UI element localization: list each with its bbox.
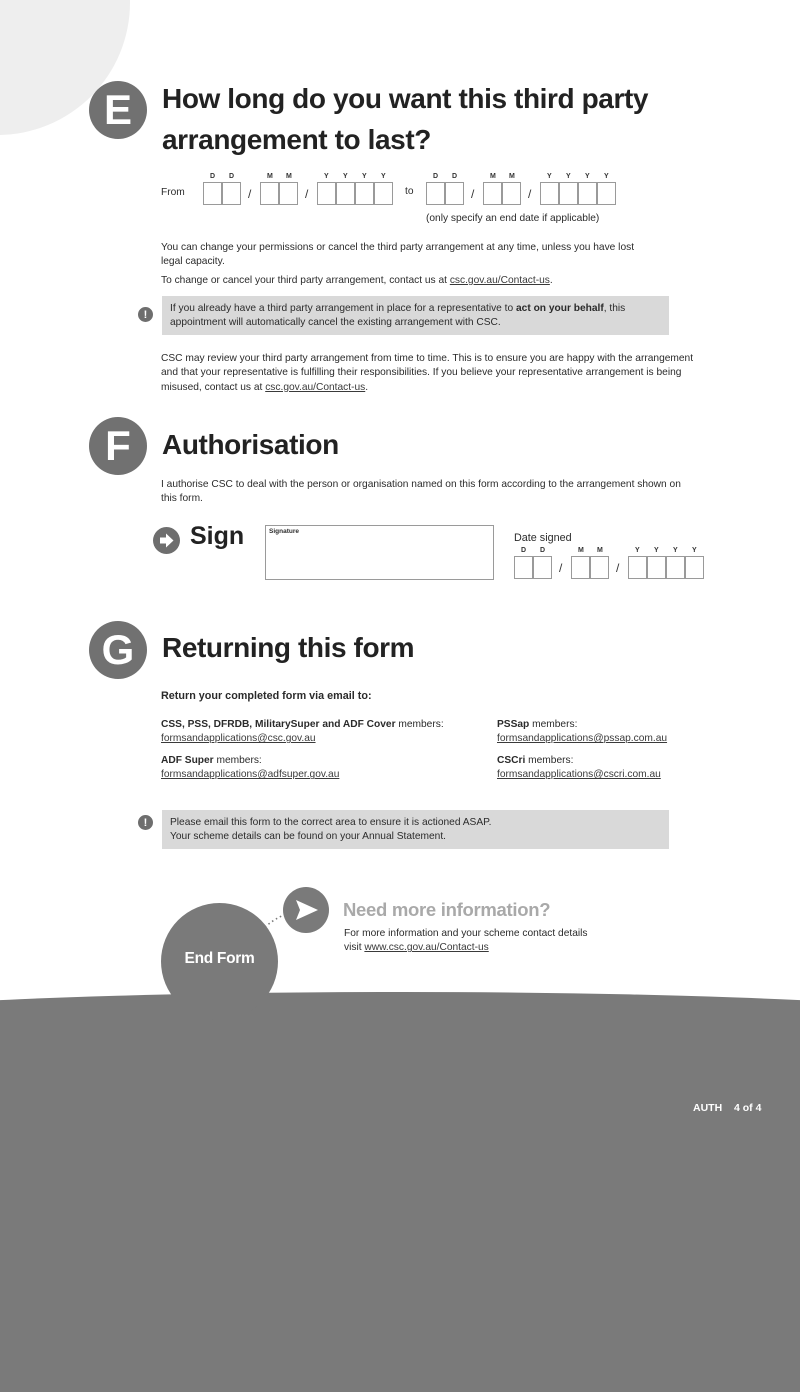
signed-date-label-2: M	[578, 547, 584, 554]
end-date-box-5[interactable]	[559, 182, 578, 205]
start-date-label-5: Y	[343, 173, 348, 180]
end-date-label-6: Y	[585, 173, 590, 180]
group-csc: CSS, PSS, DFRDB, MilitarySuper and ADF Cover members: formsandapplications@csc.gov.au	[161, 718, 444, 747]
end-date-box-3[interactable]	[502, 182, 521, 205]
signed-date-label-1: D	[540, 547, 546, 554]
sign-label: Sign	[190, 522, 245, 550]
start-date-box-7[interactable]	[374, 182, 393, 205]
start-date-label-2: M	[267, 173, 273, 180]
end-date-label-5: Y	[566, 173, 571, 180]
end-date-box-6[interactable]	[578, 182, 597, 205]
section-e-heading: How long do you want this third party arrangement to last?	[162, 83, 649, 155]
signed-date-box-4[interactable]	[628, 556, 647, 579]
group-pssap: PSSap members: formsandapplications@pssap.com.au	[497, 718, 667, 747]
signed-date-box-7[interactable]	[685, 556, 704, 579]
section-f-heading: Authorisation	[162, 429, 339, 460]
contact-link-3[interactable]: www.csc.gov.au/Contact-us	[364, 942, 489, 954]
signed-date-slash: /	[559, 561, 563, 575]
signature-label: Signature	[269, 528, 299, 535]
signed-date-label-3: M	[597, 547, 603, 554]
end-date-note: (only specify an end date if applicable)	[426, 213, 600, 224]
date-signed-label: Date signed	[514, 532, 572, 544]
email-pssap[interactable]: formsandapplications@pssap.com.au	[497, 733, 668, 745]
start-date-box-2[interactable]	[260, 182, 279, 205]
to-label: to	[405, 186, 414, 197]
warning-icon: !	[138, 307, 153, 322]
signature-field[interactable]	[265, 525, 494, 580]
start-date-label-3: M	[286, 173, 292, 180]
start-date-label-6: Y	[362, 173, 367, 180]
end-date-box-1[interactable]	[445, 182, 464, 205]
section-g-badge: G	[89, 621, 147, 679]
contact-link-2[interactable]: csc.gov.au/Contact-us	[265, 381, 366, 393]
more-info-text: For more information and your scheme contact details visit www.csc.gov.au/Contact-us	[344, 928, 588, 954]
signed-date-label-4: Y	[635, 547, 640, 554]
end-date-slash: /	[528, 187, 532, 201]
existing-arrangement-notice: If you already have a third party arrangement in place for a representative to act on your behalf, this appointment will automatically cancel the existing arrangement with CSC.	[162, 296, 669, 335]
end-date-box-7[interactable]	[597, 182, 616, 205]
signed-date-label-7: Y	[692, 547, 697, 554]
signed-date-slash: /	[616, 561, 620, 575]
start-date-box-0[interactable]	[203, 182, 222, 205]
return-intro: Return your completed form via email to:	[161, 690, 372, 702]
start-date-label-1: D	[229, 173, 235, 180]
email-csc[interactable]: formsandapplications@csc.gov.au	[161, 733, 316, 745]
start-date-box-6[interactable]	[355, 182, 374, 205]
end-date-label-0: D	[433, 173, 439, 180]
section-e-badge: E	[89, 81, 147, 139]
end-date-label-7: Y	[604, 173, 609, 180]
form-code: AUTH	[693, 1102, 723, 1114]
start-date-box-3[interactable]	[279, 182, 298, 205]
footer-band	[0, 992, 800, 1392]
need-more-heading: Need more information?	[343, 899, 551, 920]
from-label: From	[161, 187, 185, 198]
end-date-label-4: Y	[547, 173, 552, 180]
send-icon	[283, 887, 329, 933]
signed-date-box-5[interactable]	[647, 556, 666, 579]
group-cscri: CSCri members: formsandapplications@cscri.com.au	[497, 754, 661, 783]
start-date-slash: /	[248, 187, 252, 201]
page-number: 4 of 4	[734, 1102, 762, 1114]
signed-date-label-0: D	[521, 547, 527, 554]
group-adfsuper: ADF Super members: formsandapplications@adfsuper.gov.au	[161, 754, 339, 783]
email-notice: Please email this form to the correct area to ensure it is actioned ASAP. Your scheme details can be found on your Annual Statement.	[162, 810, 669, 849]
start-date-box-4[interactable]	[317, 182, 336, 205]
signed-date-box-0[interactable]	[514, 556, 533, 579]
warning-icon-2: !	[138, 815, 153, 830]
end-date-label-3: M	[509, 173, 515, 180]
end-date-box-0[interactable]	[426, 182, 445, 205]
signed-date-box-6[interactable]	[666, 556, 685, 579]
authorisation-paragraph: I authorise CSC to deal with the person or organisation named on this form according to the arrangement shown on this form.	[161, 479, 681, 505]
signed-date-box-1[interactable]	[533, 556, 552, 579]
start-date-box-5[interactable]	[336, 182, 355, 205]
end-date-box-2[interactable]	[483, 182, 502, 205]
section-g-heading: Returning this form	[162, 632, 415, 663]
start-date-label-0: D	[210, 173, 216, 180]
signed-date-label-5: Y	[654, 547, 659, 554]
end-date-slash: /	[471, 187, 475, 201]
end-form-label: End Form	[184, 950, 255, 967]
review-paragraph: CSC may review your third party arrangement from time to time. This is to ensure you are happy with the arrangement and that your representative is fulfilling their responsibilities. If you believe your representative arrangement is being misused, contact us at csc.gov.au/Contact-us.	[161, 353, 694, 393]
email-cscri[interactable]: formsandapplications@cscri.com.au	[497, 769, 661, 781]
section-f-badge: F	[89, 417, 147, 475]
permissions-paragraph: You can change your permissions or cancel the third party arrangement at any time, unless you have lost legal capacity.	[161, 242, 635, 268]
signed-date-box-2[interactable]	[571, 556, 590, 579]
start-date-label-4: Y	[324, 173, 329, 180]
signed-date-label-6: Y	[673, 547, 678, 554]
signed-date-box-3[interactable]	[590, 556, 609, 579]
email-adfsuper[interactable]: formsandapplications@adfsuper.gov.au	[161, 769, 340, 781]
end-date-label-1: D	[452, 173, 458, 180]
start-date-label-7: Y	[381, 173, 386, 180]
end-date-box-4[interactable]	[540, 182, 559, 205]
arrow-right-icon	[153, 527, 180, 554]
end-date-label-2: M	[490, 173, 496, 180]
start-date-slash: /	[305, 187, 309, 201]
change-paragraph: To change or cancel your third party arrangement, contact us at csc.gov.au/Contact-us.	[161, 275, 553, 286]
contact-link[interactable]: csc.gov.au/Contact-us	[449, 275, 550, 286]
start-date-box-1[interactable]	[222, 182, 241, 205]
